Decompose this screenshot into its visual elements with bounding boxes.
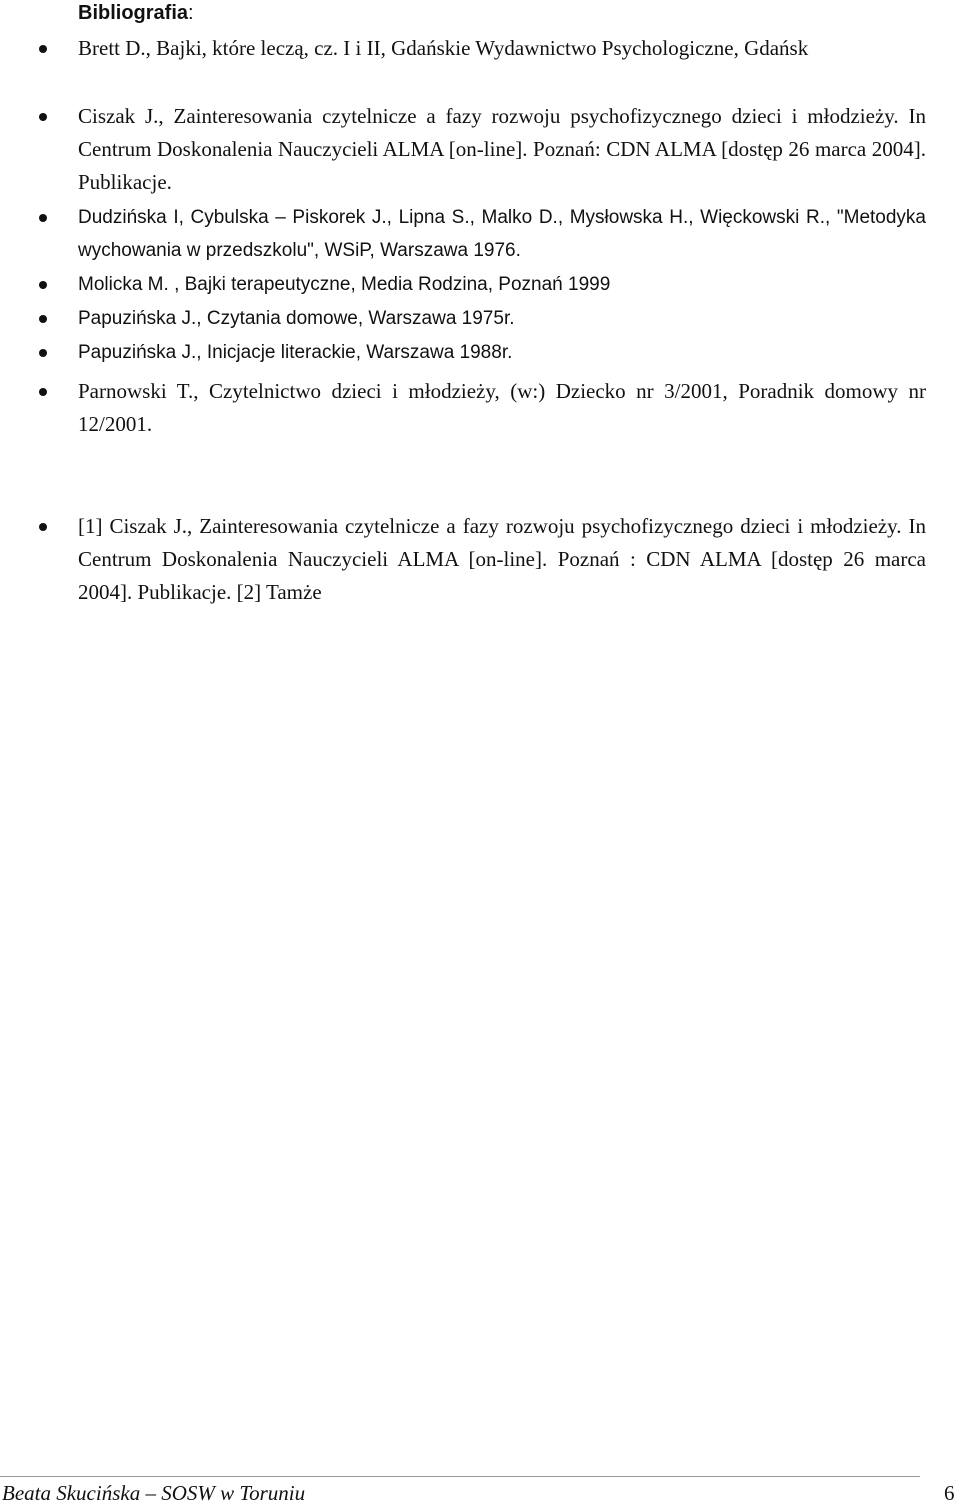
- bullet-icon: [39, 281, 47, 289]
- bullet-icon: [39, 113, 47, 121]
- bibliography-item-text: Ciszak J., Zainteresowania czytelnicze a fazy rozwoju psychofizycznego dzieci i młodzieży. In Centrum Doskonalenia Nauczycieli ALMA [on-line]. Poznań: CDN ALMA [dostęp 26 marca 2004]. Publikacje.: [78, 104, 926, 194]
- footer-author: Beata Skucińska – SOSW w Toruniu: [2, 1481, 306, 1505]
- bibliography-item: [78, 268, 926, 301]
- bibliography-item-text: Dudzińska I, Cybulska – Piskorek J., Lipna S., Malko D., Mysłowska H., Więckowski R., "Metodyka wychowania w przedszkolu", WSiP, Warszawa 1976.: [78, 207, 926, 261]
- footer-divider: [0, 1476, 920, 1477]
- heading-bold-text: Bibliografia: [78, 2, 189, 24]
- bibliography-item: [78, 375, 926, 441]
- bibliography-item: [78, 100, 926, 199]
- bullet-icon: [39, 45, 47, 53]
- bibliography-item-text: Papuzińska J., Czytania domowe, Warszawa 1975r.: [78, 308, 515, 329]
- bibliography-item-text: Molicka M. , Bajki terapeutyczne, Media Rodzina, Poznań 1999: [78, 274, 611, 295]
- page-number: 6: [944, 1481, 955, 1505]
- bibliography-item: [78, 32, 926, 65]
- bibliography-item-text: Papuzińska J., Inicjacje literackie, Warszawa 1988r.: [78, 342, 513, 363]
- bullet-icon: [39, 388, 47, 396]
- bullet-icon: [39, 315, 47, 323]
- bibliography-heading: [78, 2, 194, 25]
- bullet-icon: [39, 349, 47, 357]
- bibliography-item: [78, 336, 926, 369]
- footnote-item: [78, 510, 926, 609]
- bibliography-item-text: Parnowski T., Czytelnictwo dzieci i młodzieży, (w:) Dziecko nr 3/2001, Poradnik domowy nr 12/2001.: [78, 379, 926, 436]
- footnote-item-text: [1] Ciszak J., Zainteresowania czytelnicze a fazy rozwoju psychofizycznego dzieci i młodzieży. In Centrum Doskonalenia Nauczycieli ALMA [on-line]. Poznań : CDN ALMA [dostęp 26 marca 2004]. Publikacje. [2] Tamże: [78, 514, 926, 604]
- bibliography-item: [78, 302, 926, 335]
- bibliography-item-text: Brett D., Bajki, które leczą, cz. I i II, Gdańskie Wydawnictwo Psychologiczne, Gdańsk: [78, 36, 809, 60]
- bibliography-item: [78, 201, 926, 267]
- bullet-icon: [39, 214, 47, 222]
- heading-colon: :: [188, 2, 194, 24]
- bullet-icon: [39, 523, 47, 531]
